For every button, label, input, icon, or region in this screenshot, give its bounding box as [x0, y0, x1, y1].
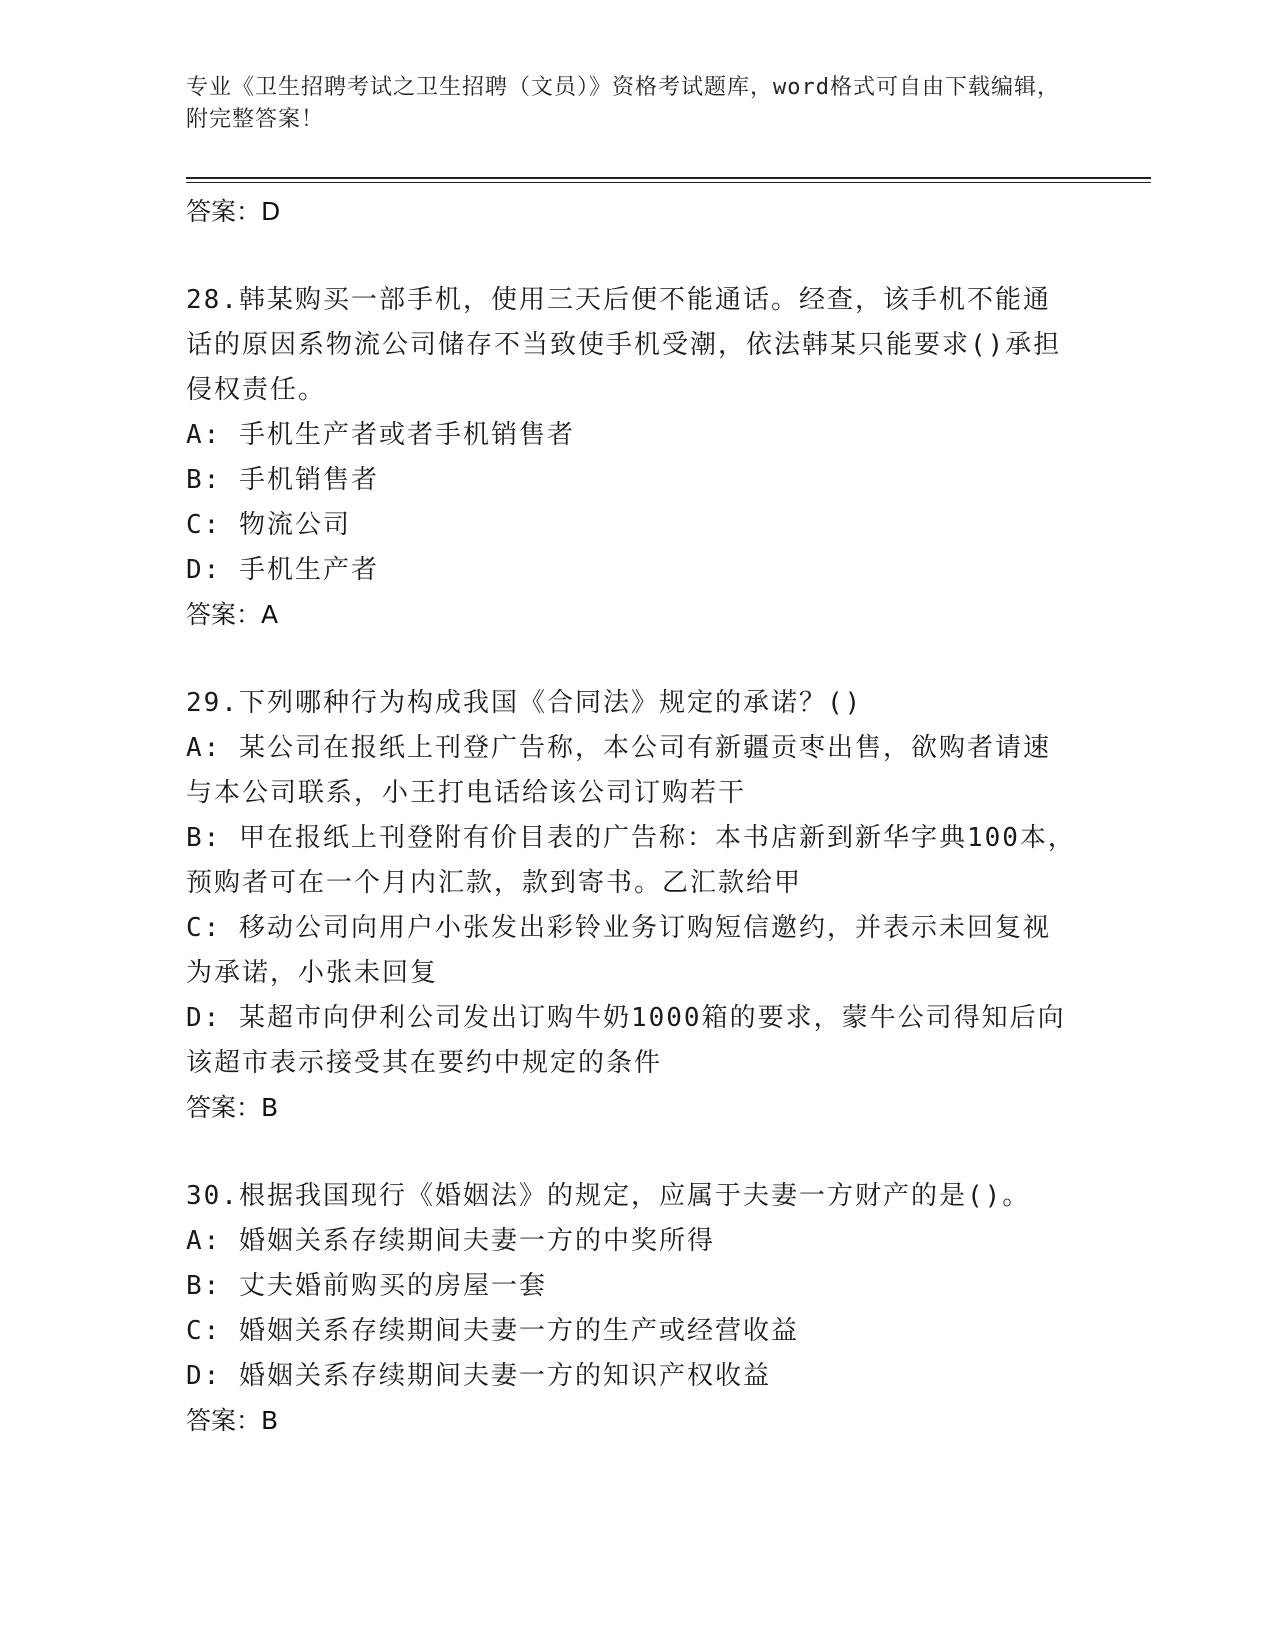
option-a: A: 婚姻关系存续期间夫妻一方的中奖所得 — [186, 1226, 715, 1256]
option-c: C: 移动公司向用户小张发出彩铃业务订购短信邀约，并表示未回复视为承诺，小张未回复 — [186, 913, 1051, 988]
page-header: 专业《卫生招聘考试之卫生招聘（文员）》资格考试题库，word格式可自由下载编辑，附完整答案！ — [186, 75, 1060, 132]
answer-label: 答案：A — [186, 600, 279, 629]
question-29 — [186, 681, 1076, 1130]
answer-label: 答案：B — [186, 1093, 279, 1122]
header-divider-thick — [186, 177, 1151, 179]
option-b: B: 手机销售者 — [186, 465, 379, 495]
question-text: 29.下列哪种行为构成我国《合同法》规定的承诺？() — [186, 688, 863, 718]
option-a: A: 手机生产者或者手机销售者 — [186, 420, 575, 450]
option-c: C: 婚姻关系存续期间夫妻一方的生产或经营收益 — [186, 1316, 799, 1346]
option-a: A: 某公司在报纸上刊登广告称，本公司有新疆贡枣出售，欲购者请速与本公司联系，小王打电话给该公司订购若干 — [186, 733, 1051, 808]
option-b: B: 丈夫婚前购买的房屋一套 — [186, 1271, 547, 1301]
option-d: D: 婚姻关系存续期间夫妻一方的知识产权收益 — [186, 1361, 771, 1391]
option-d: D: 某超市向伊利公司发出订购牛奶1000箱的要求，蒙牛公司得知后向该超市表示接受其在要约中规定的条件 — [186, 1003, 1066, 1078]
question-28 — [186, 278, 1076, 637]
question-text: 28.韩某购买一部手机，使用三天后便不能通话。经查，该手机不能通话的原因系物流公司储存不当致使手机受潮，依法韩某只能要求()承担侵权责任。 — [186, 285, 1062, 405]
question-list — [186, 190, 1076, 1443]
option-b: B: 甲在报纸上刊登附有价目表的广告称：本书店新到新华字典100本，预购者可在一个月内汇款，款到寄书。乙汇款给甲 — [186, 823, 1076, 898]
question-30 — [186, 1174, 1076, 1443]
answer-label: 答案：B — [186, 1406, 279, 1435]
question-text: 30.根据我国现行《婚姻法》的规定，应属于夫妻一方财产的是()。 — [186, 1181, 1031, 1211]
option-c: C: 物流公司 — [186, 510, 351, 540]
answer-label: 答案：D — [186, 197, 281, 226]
option-d: D: 手机生产者 — [186, 555, 379, 585]
header-divider-thin — [186, 182, 1151, 183]
